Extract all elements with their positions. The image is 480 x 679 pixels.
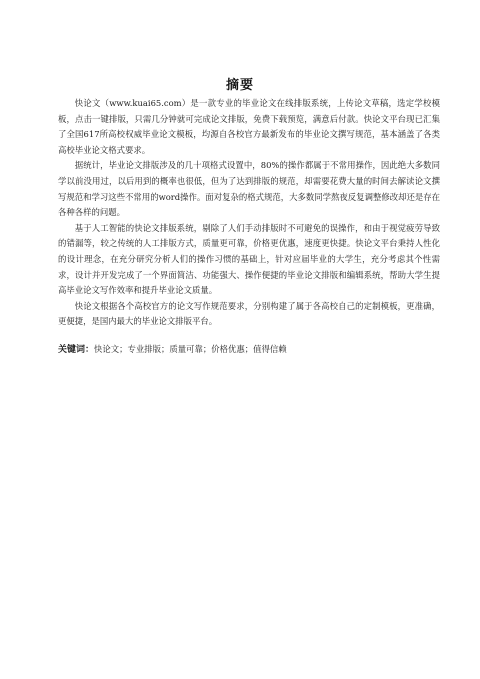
- keywords-line: [58, 342, 440, 359]
- abstract-body: [58, 96, 440, 359]
- abstract-paragraph-4: 快论文根据各个高校官方的论文写作规范要求，分别构建了属于各高校自己的定制模板，更准确，更便捷，是国内最大的毕业论文排版平台。: [58, 300, 440, 327]
- keywords-text: 快论文；专业排版；质量可靠；价格优惠；值得信赖: [94, 343, 287, 354]
- abstract-paragraph-3: 基于人工智能的快论文排版系统，剔除了人们手动排版时不可避免的误操作，和由于视觉疲劳导致的错漏等，较之传统的人工排版方式，质量更可靠，价格更优惠，速度更快捷。快论文平台秉持人性化的设计理念，在充分研究分析人们的操作习惯的基础上，针对应届毕业的大学生，充分考虑其个性需求，设计并开发完成了一个界面简洁、功能强大、操作便捷的毕业论文排版和编辑系统，帮助大学生提高毕业论文写作效率和提升毕业论文质量。: [58, 222, 440, 296]
- abstract-paragraph-1: 快论文（www.kuai65.com）是一款专业的毕业论文在线排版系统，上传论文草稿，选定学校模板，点击一键排版，只需几分钟就可完成论文排版，免费下载预览，满意后付款。快论文平台现已汇集了全国617所高校权威毕业论文模板，均源自各校官方最新发布的毕业论文撰写规范，基本涵盖了各类高校毕业论文格式要求。: [58, 98, 440, 155]
- keywords-label: 关键词：: [58, 344, 95, 355]
- abstract-paragraph-2: 据统计，毕业论文排版涉及的几十项格式设置中，80%的操作都属于不常用操作，因此绝大多数同学以前没用过，以后用到的概率也很低，但为了达到排版的规范，却需要花费大量的时间去解读论文撰写规范和学习这些不常用的word操作。面对复杂的格式规范，大多数同学熬夜反复调整修改却还是存在各种各样的问题。: [58, 160, 440, 218]
- abstract-title: 摘要: [225, 78, 254, 93]
